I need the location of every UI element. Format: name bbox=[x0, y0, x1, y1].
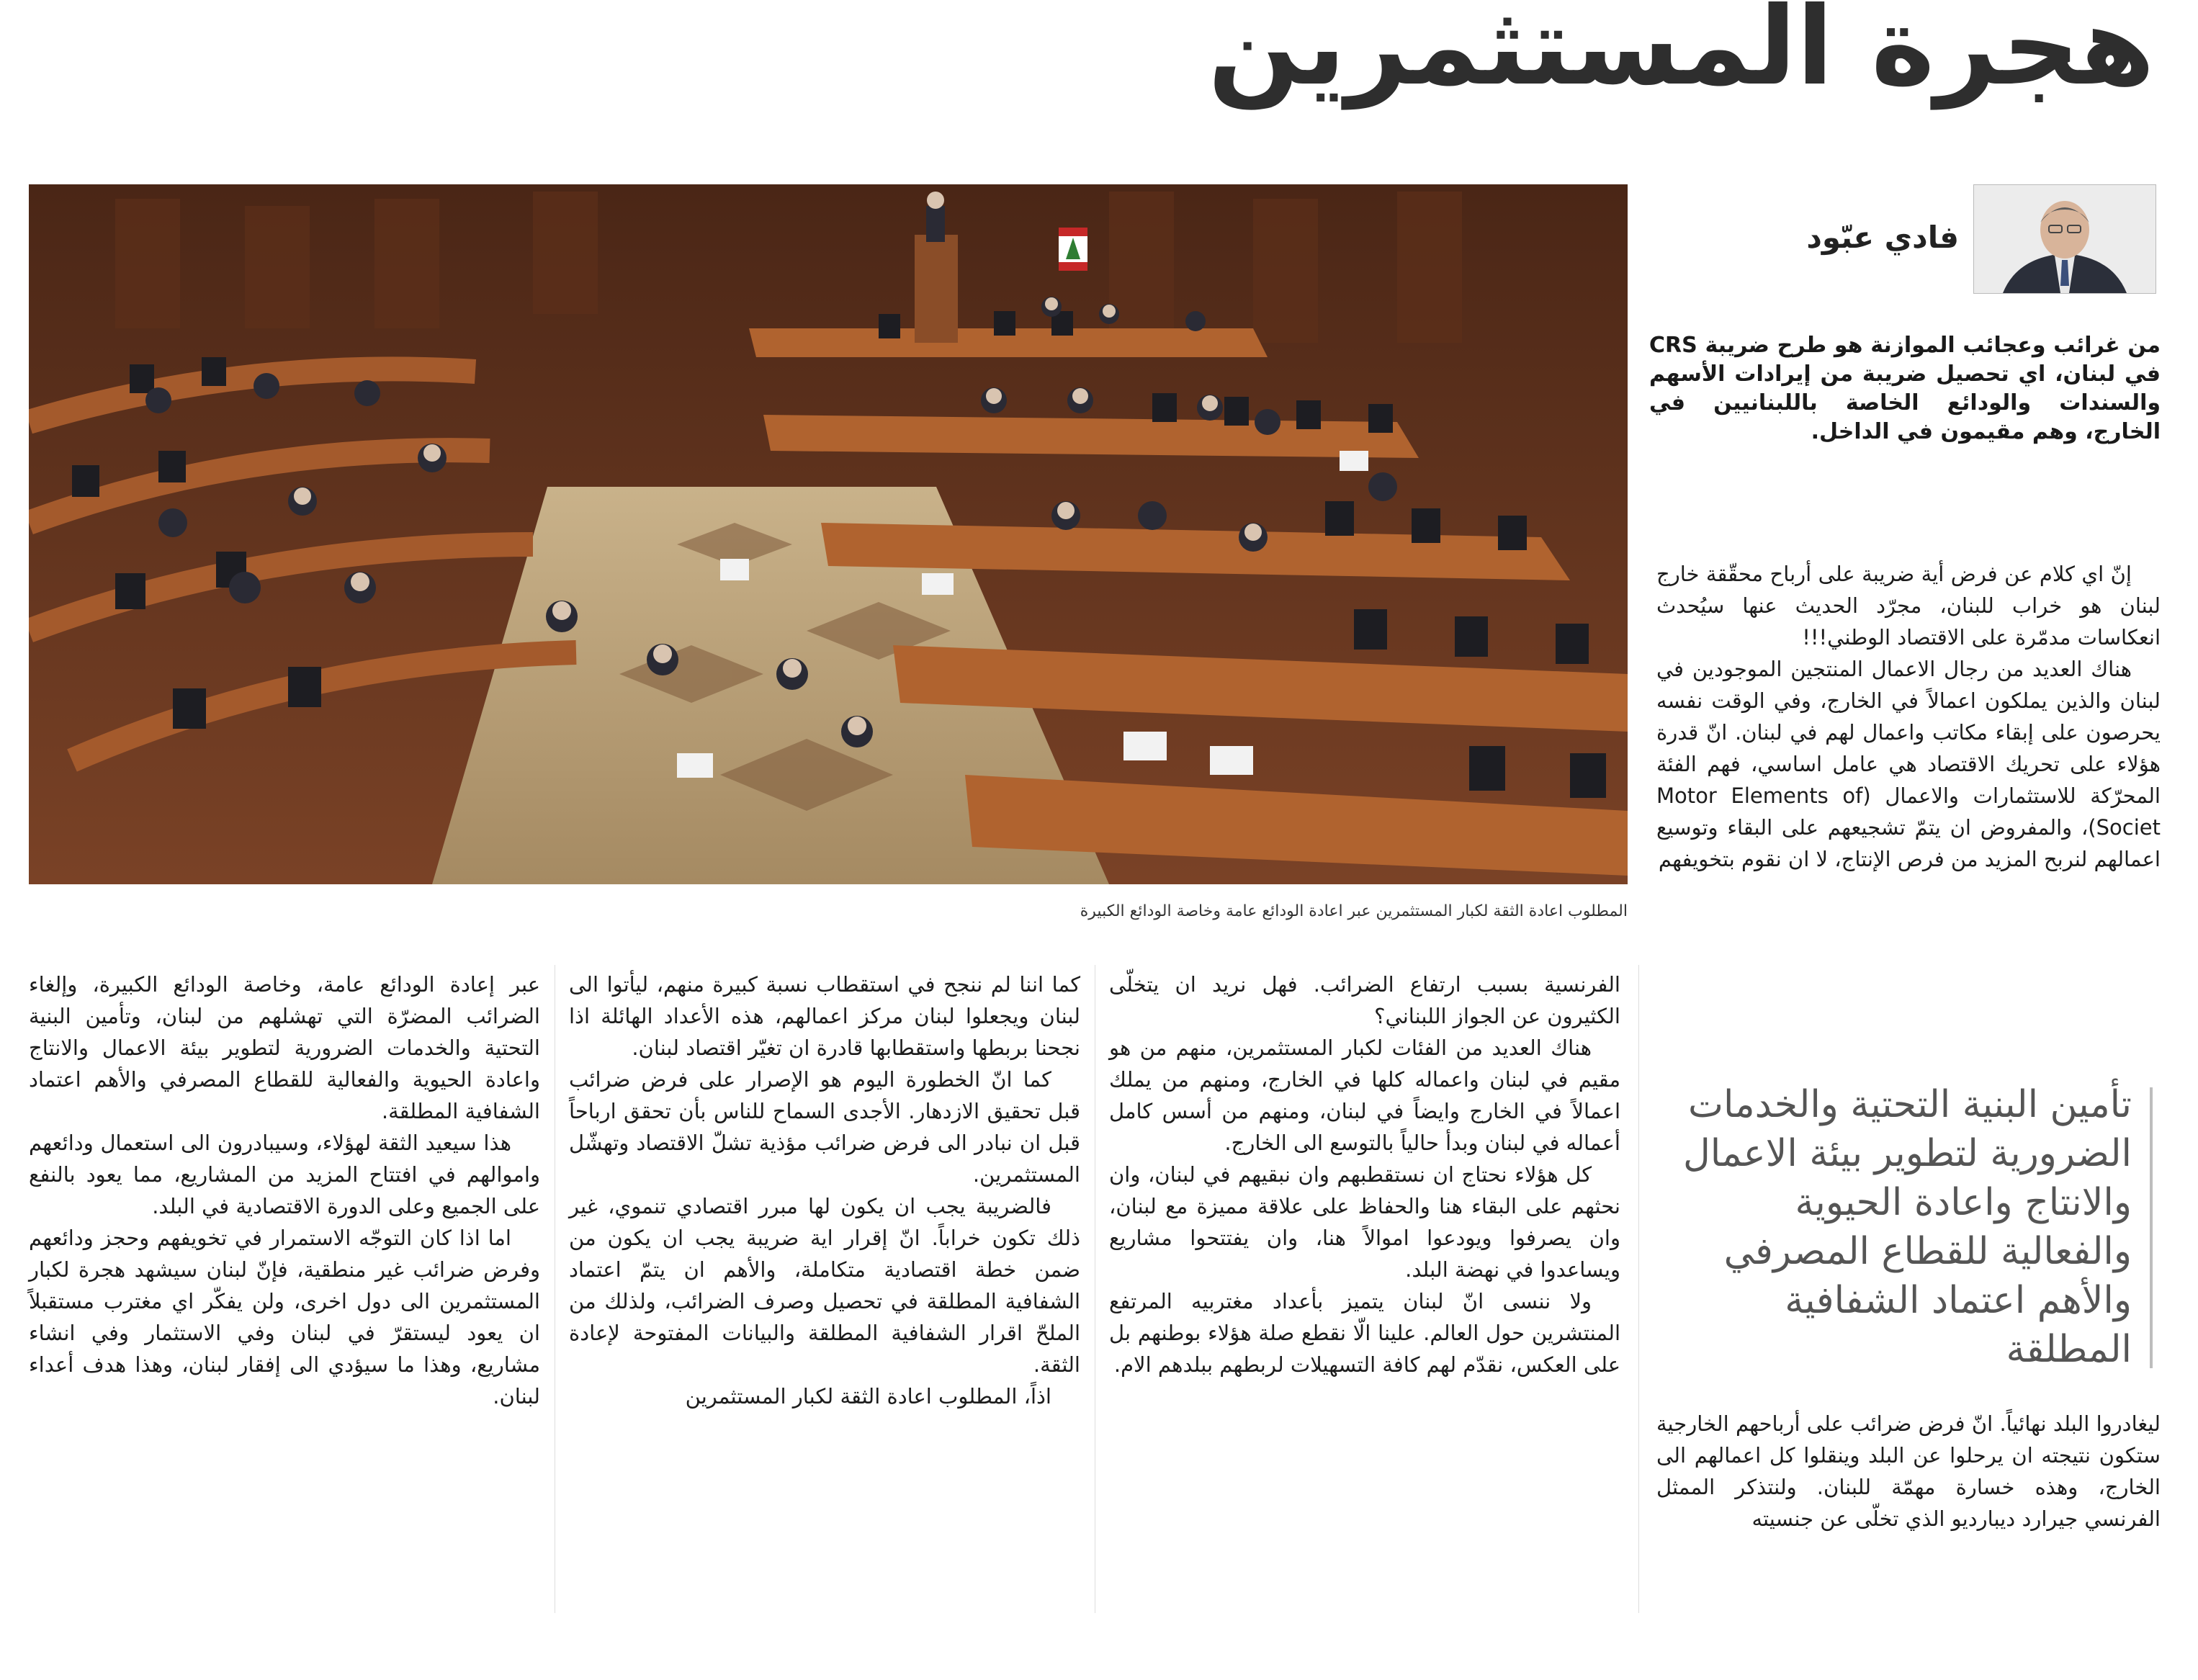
article-column-4 bbox=[29, 969, 540, 1617]
article-column-2 bbox=[1109, 969, 1620, 1617]
parliament-hall-illustration bbox=[29, 184, 1628, 884]
article-column-1-bottom bbox=[1656, 1408, 2161, 1595]
article-column-3 bbox=[569, 969, 1080, 1617]
paragraph: اما اذا كان التوجّه الاستمرار في تخويفهم وحجز ودائعهم وفرض ضرائب غير منطقية، فإنّ لبنان سيشهد هجرة لكبار المستثمرين الى دول اخرى، ولن يفكّر اي مغترب مستقبلاً ان يعود ليستقرّ في لبنان وفي الاستثمار وفي انشاء مشاريع، وهذا ما سيؤدي الى إفقار لبنان، وهذا هدف أعداء لبنان. bbox=[29, 1226, 540, 1409]
author-name: فادي عبّود bbox=[1806, 220, 1959, 255]
paragraph: ولا ننسى انّ لبنان يتميز بأعداد مغتربيه المرتفع المنتشرين حول العالم. علينا الّا نقطع صلة هؤلاء بوطنهم بل على العكس، نقدّم لهم كافة التسهيلات لربطهم ببلدهم الام. bbox=[1109, 1289, 1620, 1377]
paragraph: هناك العديد من رجال الاعمال المنتجين الموجودين في لبنان والذين يملكون اعمالاً في الخارج، وفي الوقت نفسه يحرصون على إبقاء مكاتب واعمال لهم في لبنان. انّ قدرة هؤلاء على تحريك الاقتصاد هي عامل اساسي، فهم الفئة المحرّكة للاستثمارات والاعمال (Motor Elements of Societ)، والمفروض ان يتمّ تشجيعهم على البقاء وتوسيع اعمالهم لنربح المزيد من فرص الإنتاج، لا ان نقوم بتخويفهم bbox=[1656, 657, 2161, 871]
paragraph: هذا سيعيد الثقة لهؤلاء، وسيبادرون الى استعمال ودائعهم واموالهم في افتتاح المزيد من المشاريع، مما يعود بالنفع على الجميع وعلى الدورة الاقتصادية في البلد. bbox=[29, 1131, 540, 1218]
paragraph: إنّ اي كلام عن فرض أية ضريبة على أرباح محقّقة خارج لبنان هو خراب للبنان، مجرّد الحديث عنها سيُحدث انعكاسات مدمّرة على الاقتصاد الوطني!!! bbox=[1656, 562, 2161, 650]
column-divider bbox=[1638, 965, 1639, 1613]
paragraph: كما انّ الخطورة اليوم هو الإصرار على فرض ضرائب قبل تحقيق الازدهار. الأجدى السماح للناس بأن تحقق ارباحاً قبل ان نبادر الى فرض ضرائب مؤذية تشلّ الاقتصاد وتهشّل المستثمرين. bbox=[569, 1067, 1080, 1187]
author-portrait bbox=[1973, 184, 2156, 294]
paragraph: اذاً، المطلوب اعادة الثقة لكبار المستثمرين bbox=[685, 1384, 1051, 1409]
paragraph: كل هؤلاء نحتاج ان نستقطبهم وان نبقيهم في لبنان، وان نحثهم على البقاء هنا والحفاظ على علاقة مميزة مع لبنان، وان يصرفوا ويودعوا اموالاً هنا، وان يفتتحوا مشاريع ويساعدوا في نهضة البلد. bbox=[1109, 1162, 1620, 1282]
paragraph: هناك العديد من الفئات لكبار المستثمرين، منهم من هو مقيم في لبنان واعماله كلها في الخارج، ومنهم من يملك اعمالاً في الخارج وايضاً في لبنان، ومنهم من أسس كامل أعماله في لبنان وبدأ حالياً بالتوسع الى الخارج. bbox=[1109, 1036, 1620, 1155]
author-avatar-icon bbox=[1974, 185, 2156, 293]
article-column-1-top bbox=[1656, 558, 2161, 1062]
page-headline: هجرة المستثمرين bbox=[1208, 0, 2155, 109]
parliament-photo bbox=[29, 184, 1628, 884]
paragraph: فالضريبة يجب ان يكون لها مبرر اقتصادي تنموي، غير ذلك تكون خراباً. انّ إقرار اية ضريبة يجب ان يكون من ضمن خطة اقتصادية متكاملة، والأهم ان يتمّ اعتماد الشفافية المطلقة في تحصيل وصرف الضرائب، ولذلك من الملحّ اقرار الشفافية المطلقة والبيانات المفتوحة لإعادة الثقة. bbox=[569, 1194, 1080, 1377]
paragraph: الفرنسية بسبب ارتفاع الضرائب. فهل نريد ان يتخلّى الكثيرون عن الجواز اللبناني؟ bbox=[1109, 972, 1620, 1028]
photo-caption: المطلوب اعادة الثقة لكبار المستثمرين عبر اعادة الودائع عامة وخاصة الودائع الكبيرة bbox=[1080, 902, 1628, 920]
paragraph: عبر إعادة الودائع عامة، وخاصة الودائع الكبيرة، وإلغاء الضرائب المضرّة التي تهشلهم من لبنان، وتأمين البنية التحتية والخدمات الضرورية لتطوير بيئة الاعمال والانتاج واعادة الحيوية والفعالية للقطاع المصرفي والأهم اعتماد الشفافية المطلقة. bbox=[29, 972, 540, 1123]
pull-quote: تأمين البنية التحتية والخدمات الضرورية لتطوير بيئة الاعمال والانتاج واعادة الحيوية والفعالية للقطاع المصرفي والأهم اعتماد الشفافية المطلقة bbox=[1682, 1083, 2132, 1371]
article-intro: من غرائب وعجائب الموازنة هو طرح ضريبة CRS في لبنان، اي تحصيل ضريبة من إيرادات الأسهم والسندات والودائع الخاصة باللبنانيين في الخارج، وهم مقيمون في الداخل. bbox=[1649, 333, 2161, 444]
paragraph: ليغادروا البلد نهائياً. انّ فرض ضرائب على أرباحهم الخارجية ستكون نتيجته ان يرحلوا عن البلد وينقلوا كل اعمالهم الى الخارج، وهذه خسارة مهمّة للبنان. ولنتذكر الممثل الفرنسي جيرارد ديبارديو الذي تخلّى عن جنسيته bbox=[1656, 1411, 2161, 1531]
paragraph: كما اننا لم ننجح في استقطاب نسبة كبيرة منهم، ليأتوا الى لبنان ويجعلوا لبنان مركز اعمالهم، هذه الأعداد الهائلة اذا نجحنا بربطها واستقطابها قادرة ان تغيّر اقتصاد لبنان. bbox=[569, 972, 1080, 1060]
pull-quote-rule bbox=[2150, 1087, 2153, 1368]
